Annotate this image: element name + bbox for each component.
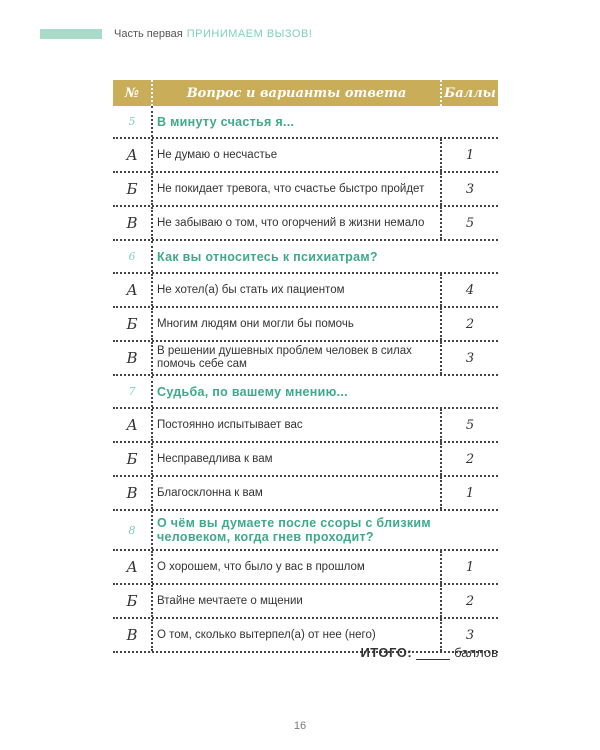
answer-row: [113, 274, 498, 308]
answer-letter: А: [113, 409, 153, 441]
answer-score: 3: [465, 181, 475, 197]
running-header: [0, 26, 312, 42]
answer-row: [113, 477, 498, 511]
answer-letter: В: [113, 207, 153, 239]
answer-letter: А: [113, 139, 153, 171]
page-number: 16: [293, 720, 307, 732]
answer-letter: Б: [113, 443, 153, 475]
answer-score: 1: [465, 485, 475, 501]
answer-score: 2: [465, 593, 475, 609]
answer-row: [113, 443, 498, 477]
answer-row: [113, 308, 498, 342]
column-score-header: Баллы: [444, 85, 496, 101]
answer-text: Не хотел(а) бы стать их пациентом: [153, 274, 442, 306]
question-row: [113, 376, 498, 409]
quiz-table: [113, 80, 498, 653]
answer-text: Не думаю о несчастье: [153, 139, 442, 171]
answer-score: 1: [465, 559, 475, 575]
answer-letter: В: [113, 619, 153, 651]
answer-score: 5: [465, 417, 475, 433]
answer-score: 2: [465, 451, 475, 467]
answer-text: В решении душевных проблем человек в силах помочь себе сам: [153, 342, 442, 374]
answer-text: О том, сколько вытерпел(а) от нее (него): [153, 619, 442, 651]
total-label: ИТОГО:: [360, 645, 413, 660]
answer-row: [113, 585, 498, 619]
question-text: В минуту счастья я...: [157, 114, 295, 129]
table-header: [113, 80, 498, 106]
question-text: О чём вы думаете после ссоры с близким человеком, когда гнев проходит?: [157, 516, 431, 544]
answer-text: Благосклонна к вам: [153, 477, 442, 509]
question-number: 7: [113, 376, 153, 407]
question-text: Судьба, по вашему мнению...: [157, 384, 348, 399]
answer-score: 2: [465, 316, 475, 332]
question-row: [113, 511, 498, 551]
question-number: 8: [113, 511, 153, 549]
column-number-header: №: [113, 80, 153, 106]
answer-row: [113, 409, 498, 443]
header-accent-bar: [40, 29, 102, 39]
answer-score: 4: [465, 282, 475, 298]
answer-letter: В: [113, 477, 153, 509]
header-part: Часть первая: [114, 28, 183, 40]
question-number: 5: [113, 106, 153, 137]
answer-letter: А: [113, 274, 153, 306]
answer-text: Постоянно испытывает вас: [153, 409, 442, 441]
question-text: Как вы относитесь к психиатрам?: [157, 249, 378, 264]
answer-text: Втайне мечтаете о мщении: [153, 585, 442, 617]
header-chapter: ПРИНИМАЕМ ВЫЗОВ!: [186, 28, 313, 40]
answer-letter: Б: [113, 585, 153, 617]
answer-letter: Б: [113, 308, 153, 340]
answer-score: 3: [465, 350, 475, 366]
answer-text: Несправедлива к вам: [153, 443, 442, 475]
answer-row: [113, 207, 498, 241]
answer-row: [113, 342, 498, 376]
question-row: [113, 241, 498, 274]
answer-text: Не покидает тревога, что счастье быстро пройдет: [153, 173, 442, 205]
column-question-header: Вопрос и варианты ответа: [153, 80, 442, 106]
answer-letter: А: [113, 551, 153, 583]
answer-row: [113, 173, 498, 207]
answer-score: 1: [465, 147, 475, 163]
answer-row: [113, 139, 498, 173]
answer-letter: В: [113, 342, 153, 374]
total-score: [360, 645, 498, 660]
answer-text: Не забываю о том, что огорчений в жизни немало: [153, 207, 442, 239]
answer-text: Многим людям они могли бы помочь: [153, 308, 442, 340]
question-number: 6: [113, 241, 153, 272]
answer-letter: Б: [113, 173, 153, 205]
answer-score: 3: [465, 627, 475, 643]
answer-text: О хорошем, что было у вас в прошлом: [153, 551, 442, 583]
answer-row: [113, 551, 498, 585]
total-blank-field[interactable]: [416, 647, 450, 660]
answer-score: 5: [465, 215, 475, 231]
total-unit: баллов: [454, 645, 498, 660]
question-row: [113, 106, 498, 139]
